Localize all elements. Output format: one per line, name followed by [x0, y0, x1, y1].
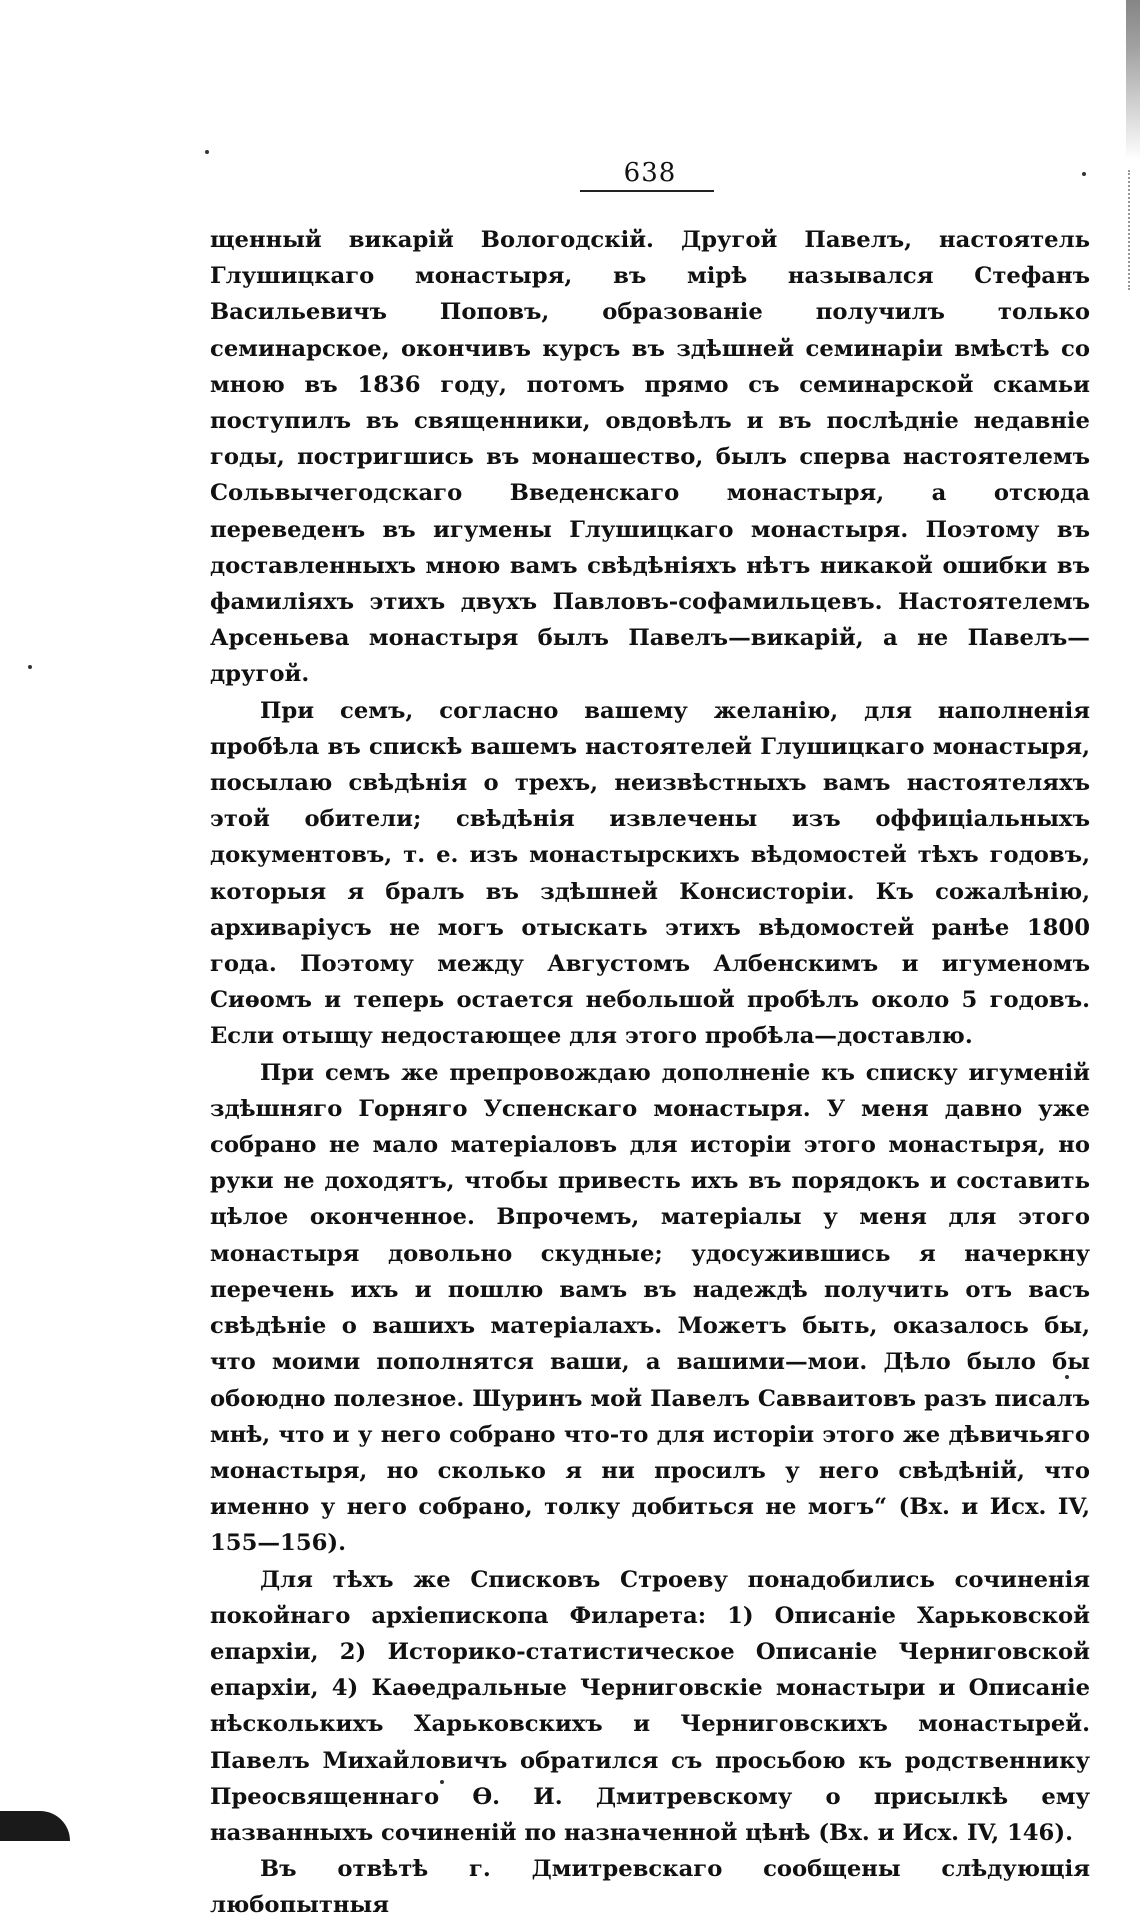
paragraph: щенный викарій Вологодскій. Другой Павелъ, настоятель Глушицкаго монастыря, въ мірѣ назывался Стефанъ Васильевичъ Поповъ, образованіе получилъ только семинарское, окончивъ курсъ въ здѣшней семинаріи вмѣстѣ со мною въ 1836 году, потомъ прямо съ семинарской скамьи поступилъ въ священники, овдовѣлъ и въ послѣдніе недавніе годы, постригшись въ монашество, былъ сперва настоятелемъ Сольвычегодскаго Введенскаго монастыря, а отсюда переведенъ въ игумены Глушицкаго монастыря. Поэтому въ доставленныхъ мною вамъ свѣдѣніяхъ нѣтъ никакой ошибки въ фамиліяхъ этихъ двухъ Павловъ-софамильцевъ. Настоятелемъ Арсеньева монастыря былъ Павелъ—викарій, а не Павелъ—другой. [210, 227, 1090, 688]
paragraph: При семъ, согласно вашему желанію, для наполненія пробѣла въ спискѣ вашемъ настоятелей Глушицкаго монастыря, посылаю свѣдѣнія о трехъ, неизвѣстныхъ вамъ настоятеляхъ этой обители; свѣдѣнія извлечены изъ оффиціальныхъ документовъ, т. е. изъ монастырскихъ вѣдомостей тѣхъ годовъ, которыя я бралъ въ здѣшней Консисторіи. Къ сожалѣнію, архиваріусъ не могъ отыскать этихъ вѣдомостей ранѣе 1800 года. Поэтому между Августомъ Албенскимъ и игуменомъ Сиѳомъ и теперь остается небольшой пробѣлъ около 5 годовъ. Если отыщу недостающее для этого пробѣла—доставлю. [210, 697, 1090, 1050]
page-number-underline [580, 190, 714, 192]
scan-speck [28, 665, 32, 669]
paragraph: При семъ же препровождаю дополненіе къ списку игуменій здѣшняго Горняго Успенскаго монастыря. У меня давно уже собрано не мало матеріаловъ для исторіи этого монастыря, но руки не доходятъ, чтобы привесть ихъ въ порядокъ и составить цѣлое оконченное. Впрочемъ, матеріалы у меня для этого монастыря довольно скудные; удосужившись я начеркну перечень ихъ и пошлю вамъ въ надеждѣ получить отъ васъ свѣдѣніе о вашихъ матеріалахъ. Можетъ быть, оказалось бы, что моими пополнятся ваши, а вашими—мои. Дѣло было бы обоюдно полезное. Шуринъ мой Павелъ Савваитовъ разъ писалъ мнѣ, что и у него собрано что-то для исторіи этого же дѣвичьяго монастыря, но сколько я ни просилъ у него свѣдѣній, что именно у него собрано, толку добиться не могъ“ (Вх. и Исх. IV, 155—156). [210, 1059, 1090, 1557]
paragraph: Для тѣхъ же Списковъ Строеву понадобились сочиненія покойнаго архіепископа Филарета: 1) Описаніе Харьковской епархіи, 2) Историко-статистическое Описаніе Черниговской епархіи, 4) Каѳедральные Черниговскіе монастыри и Описаніе нѣсколькихъ Харьковскихъ и Черниговскихъ монастырей. Павелъ Михайловичъ обратился съ просьбою къ родственнику Преосвященнаго Ѳ. И. Дмитревскому о присылкѣ ему названныхъ сочиненій по назначенной цѣнѣ (Вх. и Исх. IV, 146). [210, 1566, 1090, 1846]
scan-edge-artifact [1126, 0, 1140, 160]
scan-edge-specks [1128, 170, 1136, 290]
page-number: 638 [623, 158, 677, 188]
scan-speck [1082, 172, 1086, 176]
body-text [210, 222, 1090, 1924]
scan-speck [205, 150, 209, 154]
scan-corner-artifact [0, 1811, 70, 1841]
paragraph: Въ отвѣтѣ г. Дмитревскаго сообщены слѣдующія любопытныя [210, 1856, 1090, 1919]
